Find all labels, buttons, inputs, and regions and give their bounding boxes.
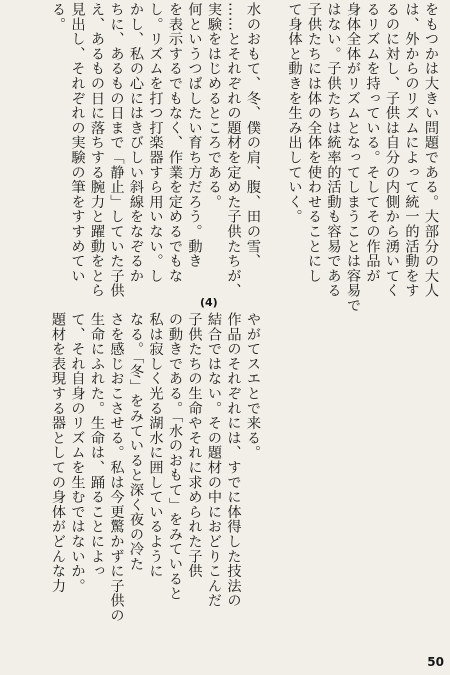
text-column: 結合ではない。その題材の中におどりこんだ bbox=[206, 312, 222, 608]
text-column: 私は寂しく光る湖水に囲しているように bbox=[147, 312, 164, 579]
text-column: 作品のそれぞれには、すでに体得した技法の bbox=[225, 312, 242, 608]
text-column: え、あるもの日に落ちする腕力と躍動をとら bbox=[89, 2, 105, 298]
text-column: て、それ自身のリズムを生むではないか。 bbox=[69, 312, 86, 594]
text-column: る。 bbox=[50, 2, 66, 32]
text-column: 何というつばしたい育ち方だろう。動き bbox=[186, 2, 203, 269]
text-column: 題材を表現する器としての身体がどんな力 bbox=[50, 312, 66, 594]
text-column: し。リズムを打つ打楽器すら用いない。し bbox=[147, 2, 164, 284]
text-column: 見出し、それぞれの実験の筆をすすめてい bbox=[69, 2, 86, 284]
text-column: を表示するでもなく、作業を定めるでもな bbox=[167, 2, 183, 284]
text-column: て身体と動きを生み出していく。 bbox=[286, 2, 303, 224]
text-column: 生命にふれた。生命は、踊ることによっ bbox=[89, 312, 105, 579]
text-column: はない。子供たちは統率的活動も容易である bbox=[325, 2, 342, 298]
page-number: 50 bbox=[427, 655, 444, 669]
text-column: なる。「冬」をみていると深く夜の冷た bbox=[128, 312, 144, 572]
text-column: るのに対し、子供は自分の内側から湧いてく bbox=[384, 2, 400, 298]
text-column: ……とそれぞれの題材を定めた子供たちが、 bbox=[225, 2, 242, 298]
text-column: さを感じおこさせる。私は今更驚かずに子供の bbox=[108, 312, 125, 623]
text-column: かし、私の心にはきびしい斜線をなぞるか bbox=[128, 2, 144, 284]
text-column: の動きである。「水のおもて」をみていると bbox=[167, 312, 183, 601]
text-column: は、外からのリズムによって統一的活動をす bbox=[403, 2, 420, 298]
text-column: をもつかは大きい問題である。大部分の大人 bbox=[423, 2, 439, 298]
text-column: 水のおもて、冬、僕の肩、腹、田の雪、 bbox=[245, 2, 261, 269]
right-text-block bbox=[284, 2, 440, 668]
text-column: 身体全体がリズムとなってしまうことは容易で bbox=[345, 2, 361, 313]
top-left-text-block bbox=[48, 2, 263, 298]
section-number: (4) bbox=[200, 296, 218, 309]
bottom-left-text-block bbox=[48, 312, 263, 668]
text-column: ちに、あるもの日まで「静止」していた子供 bbox=[108, 2, 125, 298]
text-column: 実験をはじめるところである。 bbox=[206, 2, 222, 210]
text-column: 子供たちの生命やそれに求められた子供 bbox=[186, 312, 203, 579]
text-column: やがてスエとで来る。 bbox=[245, 312, 261, 460]
text-column: るリズムを持っている。そしてその作品が bbox=[364, 2, 381, 284]
text-column: 子供たちには体の全体を使わせることにし bbox=[306, 2, 322, 284]
